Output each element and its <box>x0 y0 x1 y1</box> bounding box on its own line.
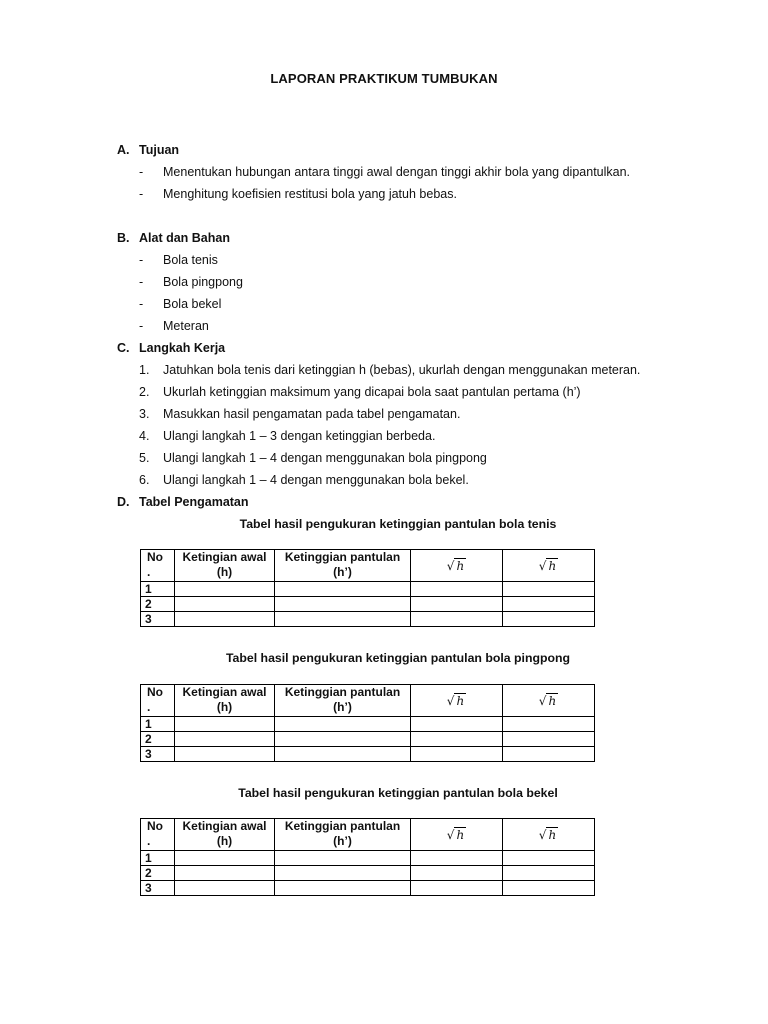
list-item-text: Bola bekel <box>163 297 222 311</box>
table-header-row <box>141 819 595 851</box>
cell-h-awal[interactable] <box>175 612 275 627</box>
row-number: 2 <box>141 732 175 747</box>
list-item <box>139 319 699 333</box>
header-sqrt-h2: √ h <box>503 550 595 582</box>
header-no: No . <box>141 819 175 851</box>
cell-h-awal[interactable] <box>175 717 275 732</box>
bullet-dash: - <box>139 187 144 201</box>
step-item <box>139 385 699 399</box>
observation-table-bekel <box>140 818 595 896</box>
step-number: 1. <box>139 363 150 377</box>
list-item <box>139 253 699 267</box>
step-number: 2. <box>139 385 150 399</box>
cell-sqrt-h2[interactable] <box>503 717 595 732</box>
step-item <box>139 451 699 465</box>
cell-sqrt-h[interactable] <box>411 747 503 762</box>
cell-sqrt-h2[interactable] <box>503 881 595 896</box>
header-h-pantul: Ketinggian pantulan (h’) <box>275 819 411 851</box>
section-heading-tujuan <box>117 143 179 157</box>
section-letter: D. <box>117 495 130 509</box>
header-sqrt-h2: √ h <box>503 819 595 851</box>
section-heading-tabel <box>117 495 249 509</box>
section-letter: B. <box>117 231 130 245</box>
table-row <box>141 582 595 597</box>
cell-h-awal[interactable] <box>175 597 275 612</box>
list-item <box>139 275 699 289</box>
list-item-text: Bola tenis <box>163 253 218 267</box>
cell-sqrt-h2[interactable] <box>503 612 595 627</box>
header-h-awal: Ketingian awal (h) <box>175 685 275 717</box>
step-number: 6. <box>139 473 150 487</box>
section-title: Alat dan Bahan <box>139 231 230 245</box>
cell-sqrt-h[interactable] <box>411 866 503 881</box>
list-item-text: Menentukan hubungan antara tinggi awal dengan tinggi akhir bola yang dipantulkan. <box>163 165 631 179</box>
cell-h-awal[interactable] <box>175 851 275 866</box>
section-heading-langkah <box>117 341 225 355</box>
cell-sqrt-h[interactable] <box>411 881 503 896</box>
cell-h-awal[interactable] <box>175 881 275 896</box>
cell-sqrt-h[interactable] <box>411 612 503 627</box>
cell-sqrt-h2[interactable] <box>503 597 595 612</box>
table-caption: Tabel hasil pengukuran ketinggian pantulan bola pingpong <box>225 651 571 665</box>
row-number: 1 <box>141 851 175 866</box>
section-letter: A. <box>117 143 130 157</box>
cell-h-awal[interactable] <box>175 732 275 747</box>
header-h-awal: Ketingian awal (h) <box>175 550 275 582</box>
list-item-text: Bola pingpong <box>163 275 243 289</box>
bullet-dash: - <box>139 275 144 289</box>
table-header-row <box>141 550 595 582</box>
table-row <box>141 597 595 612</box>
step-item <box>139 407 699 421</box>
header-sqrt-h: √ h <box>411 550 503 582</box>
list-item <box>139 187 699 201</box>
cell-sqrt-h2[interactable] <box>503 747 595 762</box>
table-row <box>141 851 595 866</box>
table-caption: Tabel hasil pengukuran ketinggian pantulan bola bekel <box>238 786 558 800</box>
bullet-dash: - <box>139 319 144 333</box>
row-number: 2 <box>141 597 175 612</box>
cell-h-pantul[interactable] <box>275 612 411 627</box>
table-header-row <box>141 685 595 717</box>
table-row <box>141 866 595 881</box>
step-text: Ulangi langkah 1 – 4 dengan menggunakan bola pingpong <box>163 451 487 465</box>
list-item <box>139 297 699 311</box>
cell-h-pantul[interactable] <box>275 597 411 612</box>
list-item <box>139 165 699 179</box>
cell-h-pantul[interactable] <box>275 747 411 762</box>
step-item <box>139 429 699 443</box>
cell-sqrt-h2[interactable] <box>503 732 595 747</box>
page-title: LAPORAN PRAKTIKUM TUMBUKAN <box>270 71 498 86</box>
table-row <box>141 717 595 732</box>
cell-sqrt-h2[interactable] <box>503 866 595 881</box>
cell-h-awal[interactable] <box>175 582 275 597</box>
cell-h-awal[interactable] <box>175 747 275 762</box>
cell-h-pantul[interactable] <box>275 881 411 896</box>
header-h-pantul: Ketinggian pantulan (h’) <box>275 550 411 582</box>
cell-h-pantul[interactable] <box>275 717 411 732</box>
cell-sqrt-h[interactable] <box>411 582 503 597</box>
row-number: 3 <box>141 612 175 627</box>
list-item-text: Menghitung koefisien restitusi bola yang jatuh bebas. <box>163 187 457 201</box>
bullet-dash: - <box>139 253 144 267</box>
header-sqrt-h: √ h <box>411 819 503 851</box>
section-title: Tabel Pengamatan <box>139 495 249 509</box>
cell-sqrt-h[interactable] <box>411 851 503 866</box>
section-title: Tujuan <box>139 143 180 157</box>
header-h-awal: Ketingian awal (h) <box>175 819 275 851</box>
cell-sqrt-h2[interactable] <box>503 582 595 597</box>
list-item-text: Meteran <box>163 319 209 333</box>
header-sqrt-h: √ h <box>411 685 503 717</box>
step-item <box>139 363 699 377</box>
table-row <box>141 612 595 627</box>
cell-h-pantul[interactable] <box>275 866 411 881</box>
step-text: Ulangi langkah 1 – 4 dengan menggunakan bola bekel. <box>163 473 469 487</box>
cell-h-pantul[interactable] <box>275 851 411 866</box>
bullet-dash: - <box>139 165 144 179</box>
step-text: Jatuhkan bola tenis dari ketinggian h (bebas), ukurlah dengan menggunakan meteran. <box>163 363 641 377</box>
cell-h-pantul[interactable] <box>275 582 411 597</box>
table-row <box>141 881 595 896</box>
header-no: No . <box>141 550 175 582</box>
row-number: 2 <box>141 866 175 881</box>
header-no: No . <box>141 685 175 717</box>
observation-table-tenis <box>140 549 595 627</box>
step-text: Masukkan hasil pengamatan pada tabel pengamatan. <box>163 407 461 421</box>
header-h-pantul: Ketinggian pantulan (h’) <box>275 685 411 717</box>
step-number: 3. <box>139 407 150 421</box>
step-number: 5. <box>139 451 150 465</box>
observation-table-pingpong <box>140 684 595 762</box>
cell-h-awal[interactable] <box>175 866 275 881</box>
cell-sqrt-h[interactable] <box>411 732 503 747</box>
row-number: 1 <box>141 717 175 732</box>
step-text: Ulangi langkah 1 – 3 dengan ketinggian berbeda. <box>163 429 436 443</box>
cell-sqrt-h[interactable] <box>411 717 503 732</box>
cell-h-pantul[interactable] <box>275 732 411 747</box>
step-number: 4. <box>139 429 150 443</box>
step-item <box>139 473 699 487</box>
row-number: 1 <box>141 582 175 597</box>
cell-sqrt-h2[interactable] <box>503 851 595 866</box>
step-text: Ukurlah ketinggian maksimum yang dicapai bola saat pantulan pertama (h’) <box>163 385 581 399</box>
section-title: Langkah Kerja <box>139 341 226 355</box>
section-heading-alat <box>117 231 230 245</box>
row-number: 3 <box>141 881 175 896</box>
table-caption: Tabel hasil pengukuran ketinggian pantulan bola tenis <box>239 517 557 531</box>
table-row <box>141 732 595 747</box>
header-sqrt-h2: √ h <box>503 685 595 717</box>
row-number: 3 <box>141 747 175 762</box>
section-letter: C. <box>117 341 130 355</box>
table-row <box>141 747 595 762</box>
cell-sqrt-h[interactable] <box>411 597 503 612</box>
bullet-dash: - <box>139 297 144 311</box>
